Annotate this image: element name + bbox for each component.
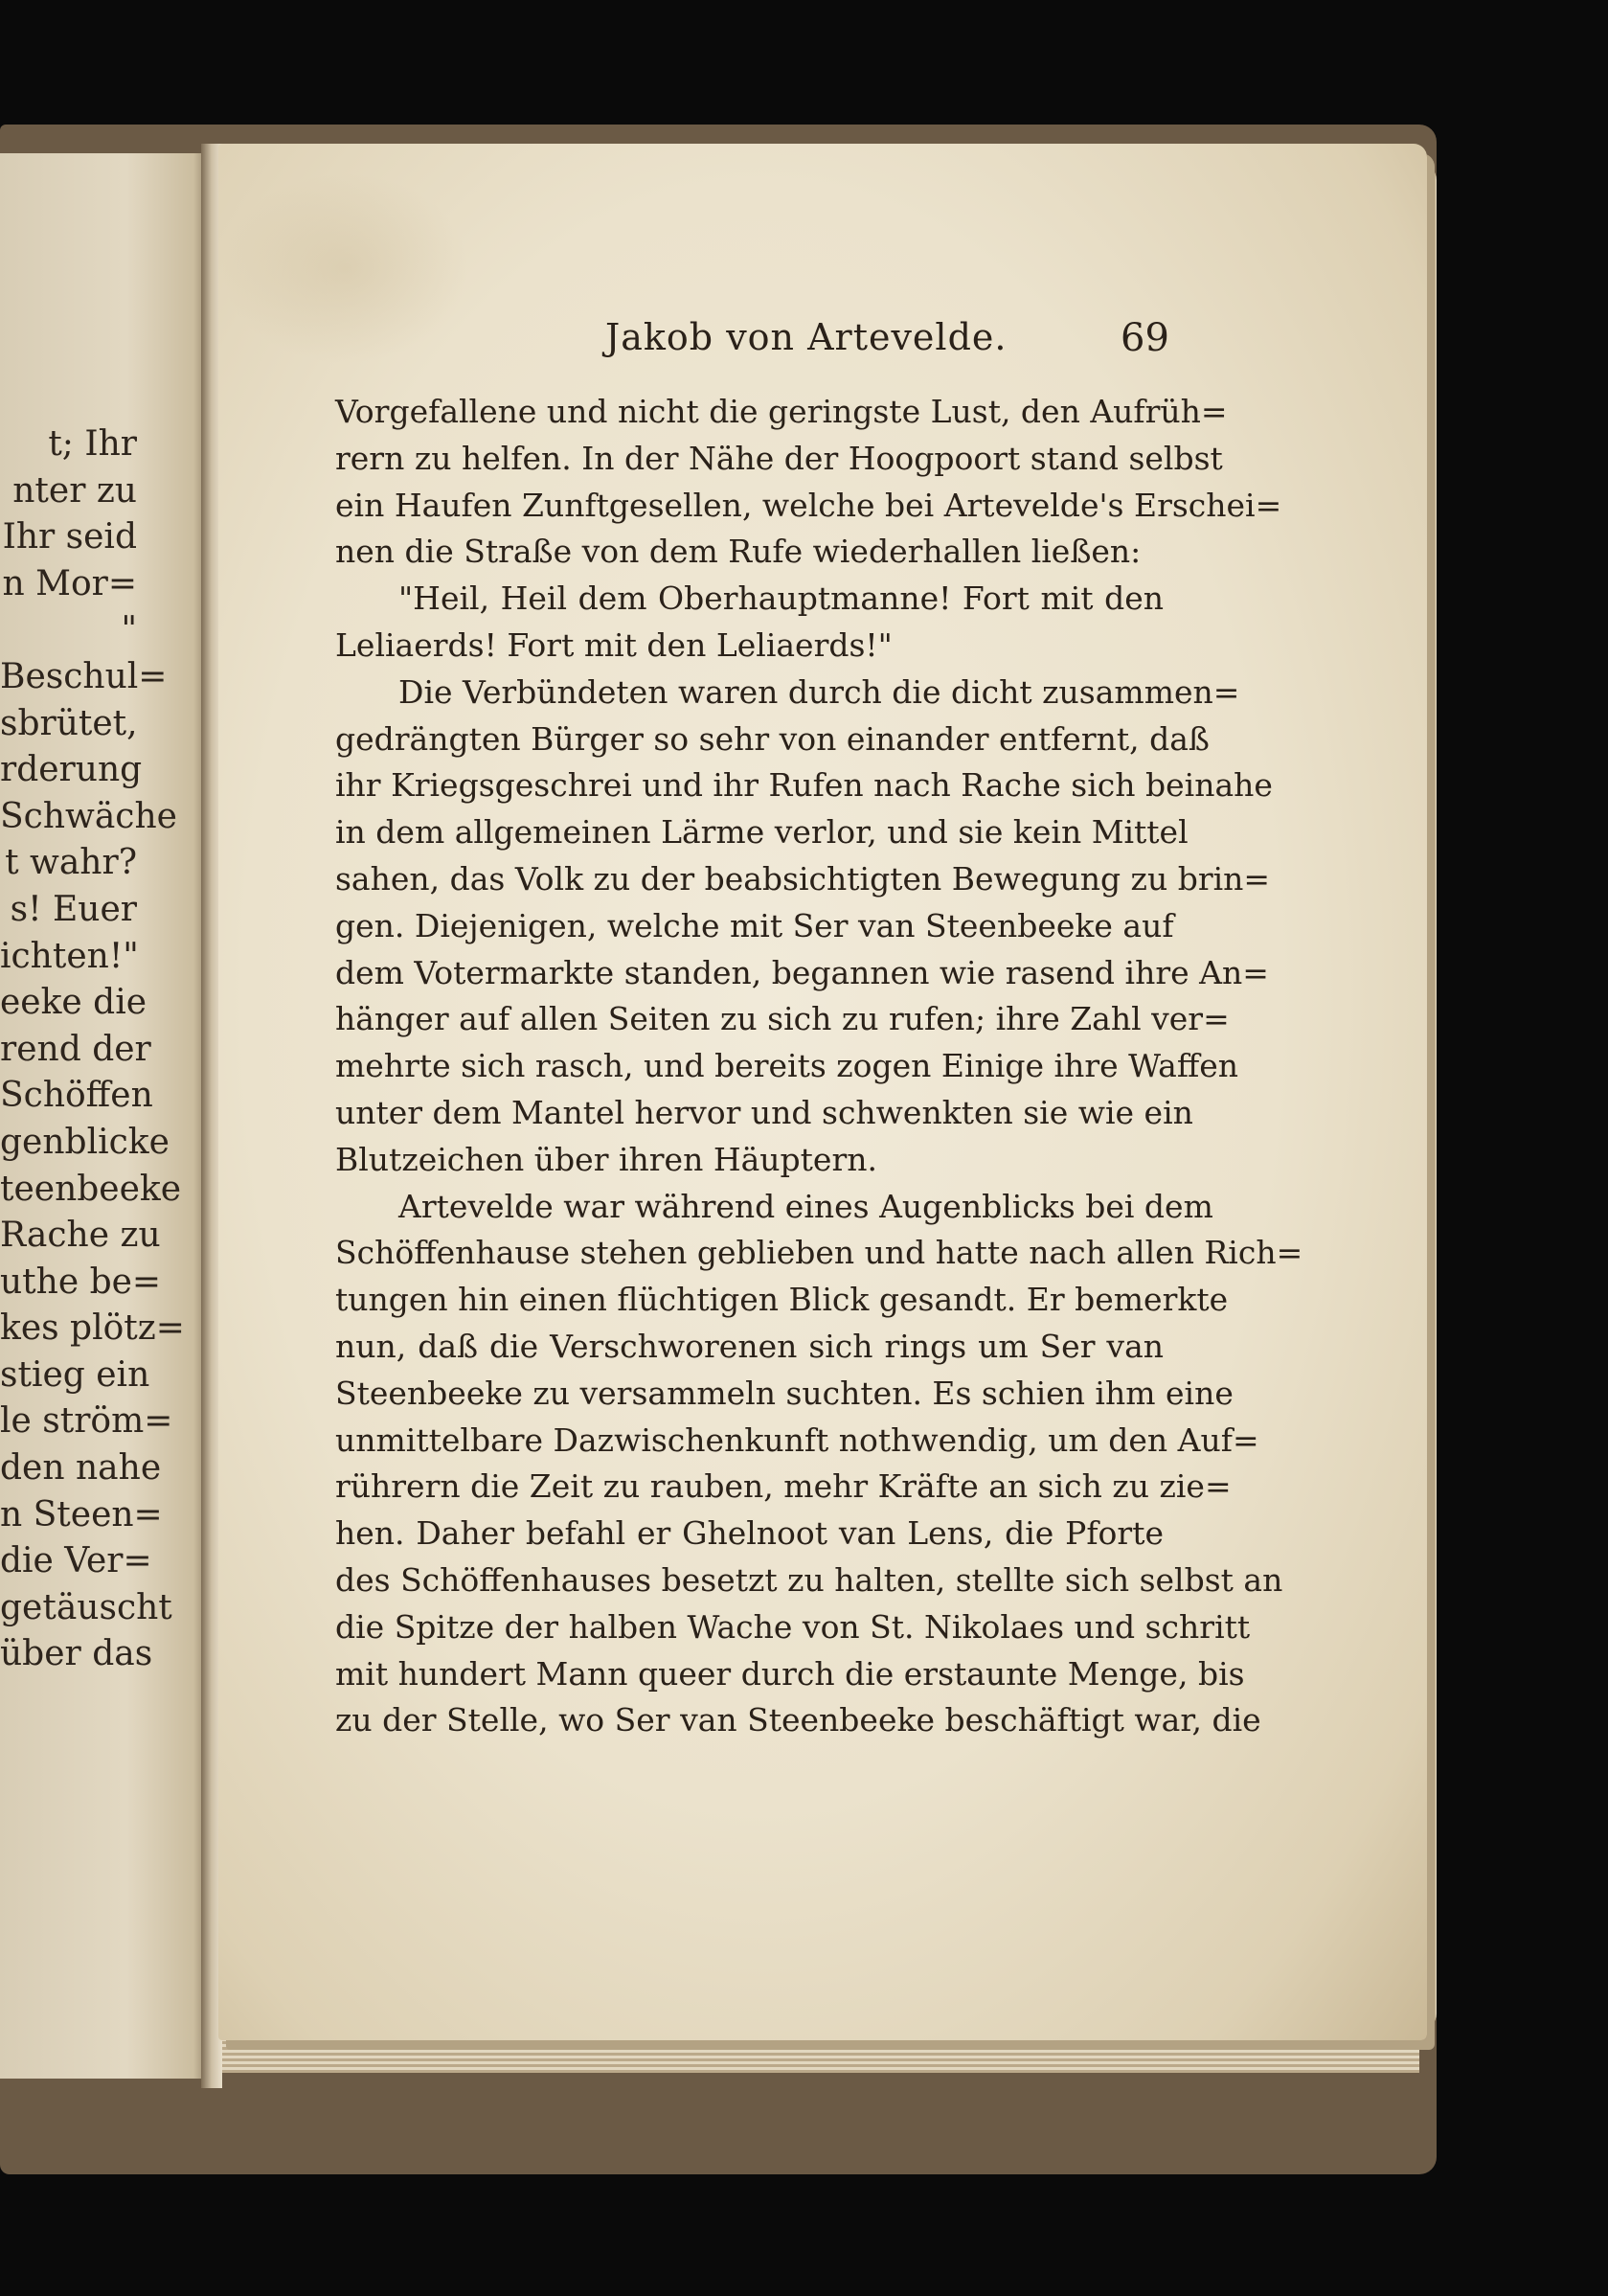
left-page-line: n Mor= bbox=[2, 563, 137, 603]
text-line: rührern die Zeit zu rauben, mehr Kräfte an sich zu zie= bbox=[335, 1467, 1232, 1506]
left-page-line: Rache zu bbox=[0, 1216, 161, 1256]
left-page-line: genblicke bbox=[0, 1122, 170, 1162]
text-line: gedrängten Bürger so sehr von einander entfernt, daß bbox=[335, 719, 1210, 758]
page-number: 69 bbox=[1121, 316, 1169, 360]
left-page-line: stieg ein bbox=[0, 1354, 150, 1395]
text-line: Blutzeichen über ihren Häuptern. bbox=[335, 1140, 877, 1178]
left-page-text bbox=[0, 421, 206, 1678]
left-page-line: Schwäche bbox=[0, 796, 177, 836]
text-line: unmittelbare Dazwischenkunft nothwendig, um den Auf= bbox=[335, 1421, 1259, 1459]
text-line: nun, daß die Verschworenen sich rings um Ser van bbox=[335, 1327, 1164, 1365]
left-page-line: eeke die bbox=[0, 983, 147, 1023]
left-page-line: t wahr? bbox=[5, 843, 137, 883]
left-page-line: ichten!" bbox=[0, 936, 139, 976]
left-page-line: n Steen= bbox=[0, 1494, 163, 1534]
left-page-line: le ström= bbox=[0, 1401, 173, 1442]
left-page-line: über das bbox=[0, 1634, 153, 1674]
left-page bbox=[0, 153, 211, 2079]
text-line: "Heil, Heil dem Oberhauptmanne! Fort mit den bbox=[398, 580, 1164, 618]
left-page-line: rend der bbox=[0, 1029, 151, 1069]
left-page-line: nter zu bbox=[12, 470, 137, 511]
left-page-line: den nahe bbox=[0, 1448, 162, 1489]
left-page-line: s! Euer bbox=[10, 889, 137, 929]
page-bottom-edge bbox=[222, 2038, 1419, 2073]
text-line: ihr Kriegsgeschrei und ihr Rufen nach Rache sich beinahe bbox=[335, 766, 1273, 805]
text-line: Vorgefallene und nicht die geringste Lust, den Aufrüh= bbox=[335, 393, 1228, 430]
left-page-line: sbrütet, bbox=[0, 703, 138, 743]
left-page-line: t; Ihr bbox=[48, 424, 137, 464]
left-page-line: rderung bbox=[0, 750, 143, 790]
text-line: die Spitze der halben Wache von St. Nikolaes und schritt bbox=[335, 1607, 1251, 1646]
running-head: Jakob von Artevelde. bbox=[605, 316, 1008, 358]
text-line: mehrte sich rasch, und bereits zogen Einige ihre Waffen bbox=[335, 1047, 1239, 1085]
text-line: Leliaerds! Fort mit den Leliaerds!" bbox=[335, 625, 893, 664]
text-line: zu der Stelle, wo Ser van Steenbeeke beschäftigt war, die bbox=[335, 1701, 1261, 1739]
text-line: des Schöffenhauses besetzt zu halten, stellte sich selbst an bbox=[335, 1560, 1283, 1599]
text-line: rern zu helfen. In der Nähe der Hoogpoort stand selbst bbox=[335, 439, 1223, 477]
text-line: ein Haufen Zunftgesellen, welche bei Artevelde's Erschei= bbox=[335, 486, 1282, 524]
text-line: gen. Diejenigen, welche mit Ser van Steenbeeke auf bbox=[335, 906, 1174, 944]
left-page-line: die Ver= bbox=[0, 1541, 152, 1581]
text-line: Steenbeeke zu versammeln suchten. Es schien ihm eine bbox=[335, 1374, 1234, 1412]
left-page-line: uthe be= bbox=[0, 1262, 162, 1302]
text-line: in dem allgemeinen Lärme verlor, und sie kein Mittel bbox=[335, 813, 1189, 852]
text-line: hänger auf allen Seiten zu sich zu rufen; ihre Zahl ver= bbox=[335, 1000, 1230, 1038]
left-page-line: teenbeeke bbox=[0, 1169, 182, 1209]
text-line: mit hundert Mann queer durch die erstaunte Menge, bis bbox=[335, 1654, 1245, 1693]
text-line: hen. Daher befahl er Ghelnoot van Lens, die Pforte bbox=[335, 1514, 1164, 1553]
text-line: unter dem Mantel hervor und schwenkten sie wie ein bbox=[335, 1093, 1193, 1131]
text-line: dem Votermarkte standen, begannen wie rasend ihre An= bbox=[335, 953, 1269, 991]
left-page-line: Ihr seid bbox=[2, 517, 137, 557]
left-page-line: Schöffen bbox=[0, 1076, 153, 1116]
left-page-line: " bbox=[121, 610, 137, 650]
left-page-line: kes plötz= bbox=[0, 1308, 185, 1349]
text-line: nen die Straße von dem Rufe wiederhallen ließen: bbox=[335, 533, 1142, 571]
left-page-line: Beschul= bbox=[0, 656, 168, 696]
text-line: Die Verbündeten waren durch die dicht zusammen= bbox=[398, 672, 1240, 711]
text-line: Artevelde war während eines Augenblicks bei dem bbox=[398, 1187, 1213, 1225]
left-page-line: getäuscht bbox=[0, 1587, 172, 1627]
paper-stain bbox=[220, 172, 469, 364]
text-line: tungen hin einen flüchtigen Blick gesandt. Er bemerkte bbox=[335, 1281, 1229, 1319]
body-text bbox=[335, 389, 1303, 1744]
text-line: Schöffenhause stehen geblieben und hatte nach allen Rich= bbox=[335, 1234, 1303, 1272]
text-line: sahen, das Volk zu der beabsichtigten Bewegung zu brin= bbox=[335, 859, 1271, 898]
